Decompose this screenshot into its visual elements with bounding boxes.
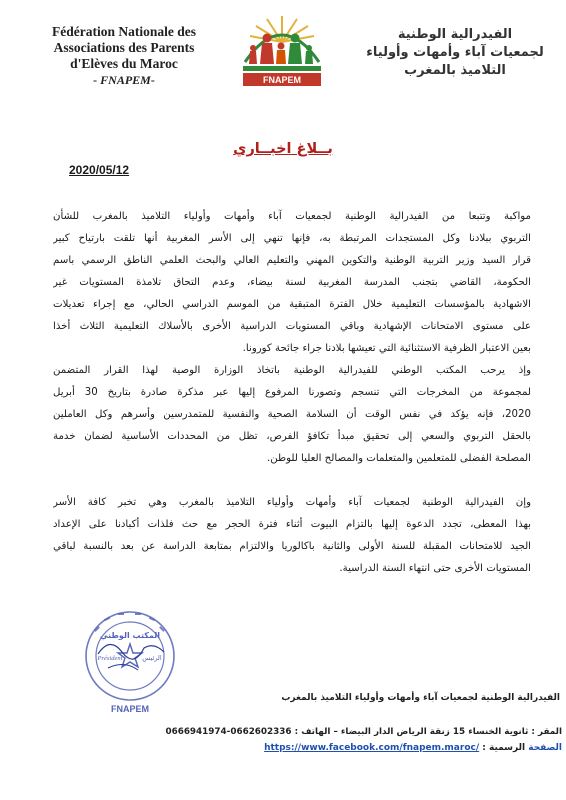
fnapem-logo [237, 12, 327, 88]
stamp-president-ar: الرئيس [142, 654, 162, 662]
header-fr-line-4: - FNAPEM- [93, 73, 155, 87]
stamp-president-fr: Président [97, 655, 123, 662]
document-title: بــلاغ اخبــاري [233, 141, 333, 157]
facebook-link[interactable]: https://www.facebook.com/fnapem.maroc/ [264, 743, 480, 753]
stamp-office: المكتب الوطني [100, 631, 160, 640]
paragraph-line: مواكبة وتتبعا من الفيدرالية الوطنية لجمعيات آباء وأمهات وأولياء التلاميذ بالمغرب للشأن [53, 211, 531, 222]
paragraph-line: التربوي ببلادنا وكل المستجدات المرتبطة به، فإنها تنهي إلى الأسر المغربية أنها تلقت بارتياح كبير [53, 233, 531, 244]
header-ar-line-2: لجمعيات آباء وأمهات وأولياء [366, 45, 544, 60]
paragraph-line: الجيد للامتحانات المقبلة للسنة الأولى والثانية باكالوريا والالتزام بمتابعة الدراسة عن بعد بالنسبة لباقي [53, 541, 531, 552]
header-ar-line-3: التلاميذ بالمغرب [404, 63, 506, 78]
document-date: 2020/05/12 [69, 163, 130, 177]
paragraph-3 [53, 492, 531, 580]
footer-address: المقر : ثانوية الخنساء 15 زنقة الرياض الدار البيضاء – الهاتف : 0662602336-0666941974 [165, 727, 562, 737]
header-fr-line-3: d'Elèves du Maroc [70, 56, 178, 71]
paragraph-line: المصلحة الفضلى للمتعلمين والمتعلمات والمصالح العليا للوطن. [266, 453, 531, 464]
paragraph-line: بعين الاعتبار الظرفية الاستثنائية التي تعيشها بلادنا جراء جائحة كورونا. [242, 343, 531, 354]
footer-official-label: الرسمية [489, 743, 526, 753]
paragraph-1 [53, 206, 531, 360]
paragraph-line: على مستوى الامتحانات الإشهادية وباقي المستويات الدراسية الأخرى بالأسلاك التعليمية الثلاث أخذا [53, 321, 531, 332]
paragraph-line: وإذ يرحب المكتب الوطني للفيدرالية الوطنية باتخاذ الوزارة الوصية لهذا القرار المتضمن [53, 365, 531, 376]
paragraph-line: الاشهادية بالمؤسسات التعليمية خلال الفترة المتبقية من الموسم الدراسي الحالي، مع إجراء تعديلات [53, 299, 531, 310]
header-fr-line-1: Fédération Nationale des [52, 24, 196, 39]
stamp-caption: FNAPEM [111, 704, 149, 714]
paragraph-line: الحكومة، القاضي بتجنب المدرسة المغربية لسنة بيضاء، وعدم التحاق تلامذة المستويات غير [53, 277, 531, 288]
logo-caption: FNAPEM [263, 75, 301, 85]
header-arabic [360, 26, 550, 80]
paragraph-line: بالحقل التربوي والسعي إلى تحقيق مبدأ تكافؤ الفرص، تظل من المحددات الأساسية لضمان خدمة [53, 431, 531, 442]
paragraph-line: المستويات الأخرى حتى انتهاء السنة الدراسية. [339, 563, 531, 574]
header-fr-line-2: Associations des Parents [53, 40, 195, 55]
paragraph-line: بهذا المعطى، تجدد الدعوة إليها بالتزام البيوت أثناء فترة الحجر مع حث فلذات أكبادنا على الإعداد [53, 519, 531, 530]
header-french [30, 24, 218, 88]
header-ar-line-1: الفيدرالية الوطنية [397, 27, 513, 42]
paragraph-2 [53, 360, 531, 470]
footer-page-label: الصفحة [528, 743, 562, 753]
footer-facebook: الصفحة الرسمية : https://www.facebook.com/fnapem.maroc/ [264, 743, 562, 753]
footer-org-name: الفيدرالية الوطنية لجمعيات آباء وأمهات وأولياء التلاميذ بالمغرب [281, 693, 560, 703]
paragraph-line: وإن الفيدرالية الوطنية لجمعيات آباء وأمهات وأولياء التلاميذ بالمغرب وهي تخبر كافة الأسر [53, 497, 531, 508]
paragraph-line: قرار السيد وزير التربية الوطنية والتكوين المهني والتعليم العالي والبحث العلمي الناطق الرسمي باسم [53, 255, 531, 266]
paragraph-line: 2020، فإنه يؤكد في نفس الوقت أن السلامة الصحية والنفسية للمتمدرسين وأسرهم وكل العاملين [53, 409, 531, 420]
paragraph-line: لمجموعة من المخرجات التي تنسجم وتصورنا المرفوع إليها عبر مذكرة صادرة بتاريخ 30 أبريل [53, 387, 531, 398]
